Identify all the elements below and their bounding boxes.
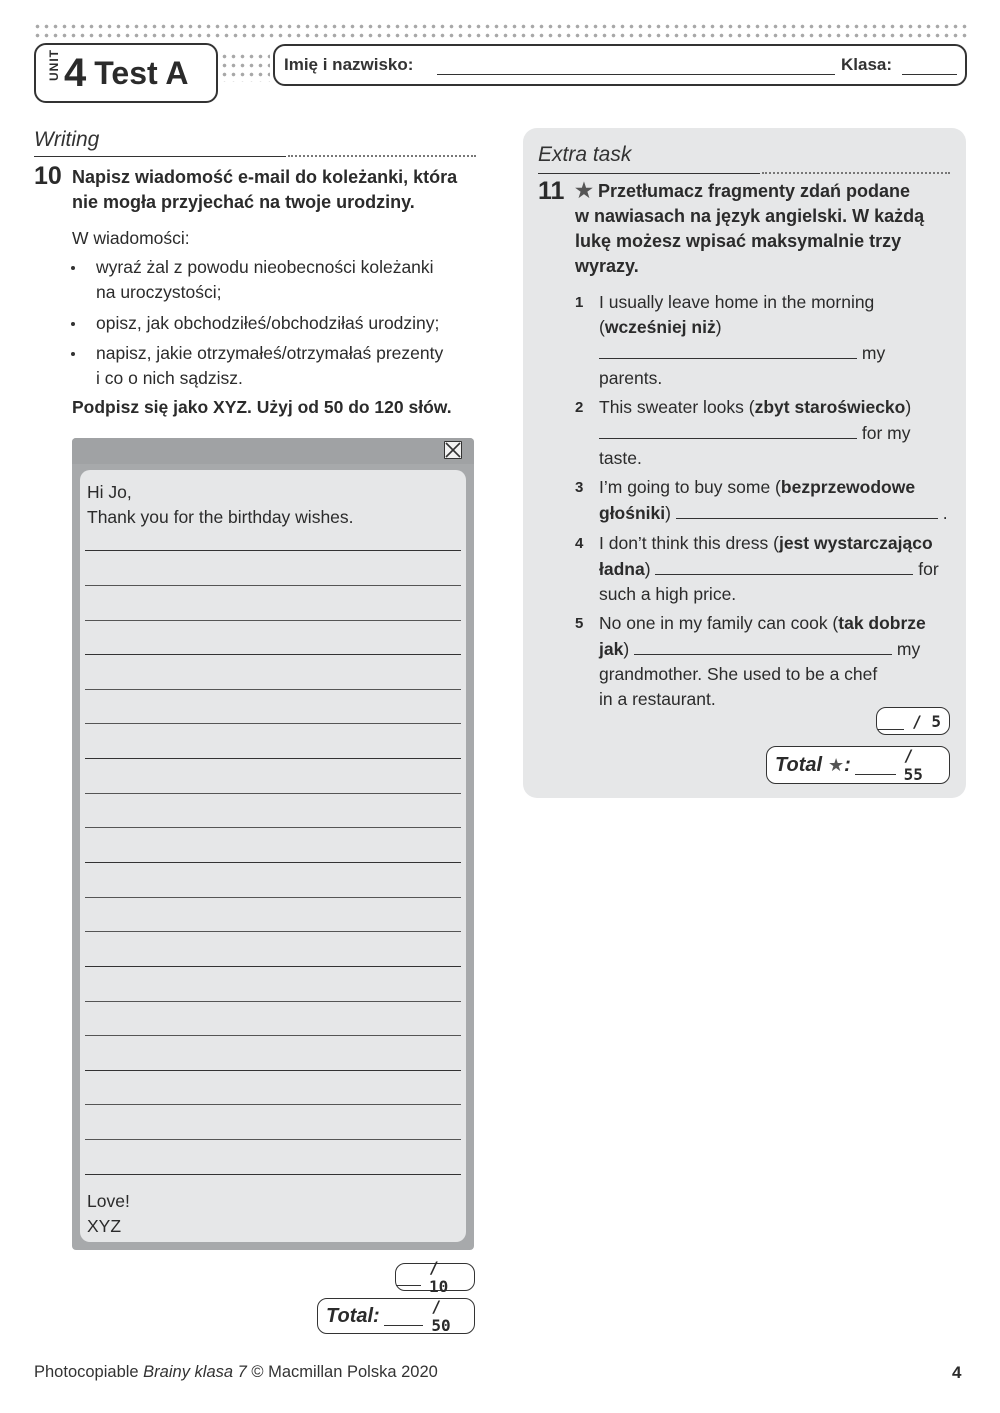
item-3-prompt-bold: bezprzewodowe	[780, 477, 916, 497]
item-2-prompt-bold: zbyt staroświecko	[754, 397, 906, 417]
task-10-score-box[interactable]	[395, 1258, 475, 1296]
item-2-lead: This sweater looks (	[599, 397, 755, 417]
bullet-1	[96, 255, 476, 305]
item-1-after: my	[861, 343, 886, 363]
item-5-number: 5	[575, 615, 584, 632]
class-label: Klasa:	[841, 55, 893, 74]
answer-line[interactable]	[85, 827, 461, 828]
item-2-gap[interactable]	[599, 420, 857, 439]
item-5-prompt-bold: tak dobrze	[838, 613, 926, 633]
item-5-prompt-bold-2: jak	[599, 639, 624, 659]
item-1-paren-open: (	[599, 317, 605, 337]
class-field[interactable]	[902, 74, 957, 75]
task-10-intro: W wiadomości:	[72, 228, 190, 248]
score-blank[interactable]	[396, 1269, 421, 1286]
extra-total-max: / 55	[903, 746, 923, 784]
task-11-score-box[interactable]	[876, 707, 950, 735]
answer-line[interactable]	[85, 723, 461, 724]
task-10-word-limit: Podpisz się jako XYZ. Użyj od 50 do 120 słów.	[72, 397, 452, 417]
item-3-paren-close: )	[665, 503, 671, 523]
star-icon: ★	[575, 180, 593, 202]
test-label: Test A	[94, 54, 189, 91]
item-2-paren-close: )	[905, 397, 912, 417]
item-4-lead: I don’t think this dress (	[599, 533, 779, 553]
extra-total-blank[interactable]	[855, 756, 896, 775]
item-3-text	[599, 475, 954, 500]
bullet-2	[96, 311, 476, 336]
page-number: 4	[952, 1363, 962, 1382]
answer-line[interactable]	[85, 1035, 461, 1036]
name-label: Imię i nazwisko:	[284, 55, 414, 74]
item-2-number: 2	[575, 399, 584, 416]
email-greeting: Hi Jo,	[87, 482, 132, 502]
writing-title-dotted-rule	[288, 155, 476, 157]
answer-line[interactable]	[85, 1139, 461, 1140]
unit-badge	[34, 43, 218, 103]
item-2-after: for my	[861, 423, 911, 443]
writing-total-box[interactable]	[317, 1298, 475, 1334]
answer-line[interactable]	[85, 793, 461, 794]
answer-line[interactable]	[85, 1174, 461, 1175]
answer-line[interactable]	[85, 931, 461, 932]
footer-copyright	[34, 1363, 438, 1382]
bullet-1-line-1: wyraź żal z powodu nieobecności koleżanki	[96, 257, 434, 277]
email-body	[80, 470, 466, 1242]
item-3-prompt-bold-2: głośniki	[599, 503, 666, 523]
task-10-instruction	[72, 165, 482, 215]
email-signature: XYZ	[87, 1216, 122, 1236]
item-4-tail: such a high price.	[599, 584, 737, 604]
bullet-3-line-2: i co o nich sądzisz.	[96, 368, 243, 388]
answer-line[interactable]	[85, 862, 461, 863]
item-2-tail: taste.	[599, 448, 642, 468]
header-dot-pattern	[33, 22, 967, 42]
item-5-text	[599, 611, 954, 636]
item-2-text	[599, 395, 954, 420]
item-3-gap-line	[599, 500, 954, 526]
item-4-gap-line	[599, 556, 954, 582]
extra-section-title: Extra task	[538, 143, 632, 166]
item-5	[599, 611, 954, 712]
bullet-2-line-1: opisz, jak obchodziłeś/obchodziłaś urodziny;	[96, 313, 440, 333]
bullet-3-line-1: napisz, jakie otrzymałeś/otrzymałaś prezenty	[96, 343, 444, 363]
item-1-paren-close: )	[715, 317, 722, 337]
item-4-gap[interactable]	[655, 556, 913, 575]
task-10-number: 10	[34, 162, 62, 190]
item-1-tail: parents.	[599, 368, 663, 388]
task-11-line-2: w nawiasach na język angielski. W każdą	[575, 206, 925, 226]
task-11-line-1-text: Przetłumacz fragmenty zdań podane	[597, 181, 911, 201]
item-3	[599, 475, 954, 526]
item-4-after: for	[918, 559, 939, 579]
email-titlebar	[72, 438, 474, 464]
item-5-gap[interactable]	[634, 636, 892, 655]
close-icon-glyph	[445, 442, 461, 458]
task-11-line-1	[575, 179, 955, 204]
footer-suffix: © Macmillan Polska 2020	[246, 1363, 438, 1381]
item-3-number: 3	[575, 479, 584, 496]
writing-title-underline	[34, 156, 286, 157]
item-5-tail-2: in a restaurant.	[599, 689, 716, 709]
item-5-paren-close: )	[623, 639, 630, 659]
answer-line[interactable]	[85, 620, 461, 621]
extra-total-box[interactable]	[766, 746, 950, 784]
student-info-box	[273, 44, 967, 86]
answer-line[interactable]	[85, 585, 461, 586]
writing-total-max: / 50	[431, 1297, 451, 1335]
writing-total-label: Total:	[326, 1304, 380, 1327]
extra-total-colon: :	[844, 753, 851, 776]
writing-total-blank[interactable]	[384, 1307, 424, 1326]
answer-line[interactable]	[85, 897, 461, 898]
task-10-line-1: Napisz wiadomość e-mail do koleżanki, która	[72, 167, 458, 187]
email-window	[72, 438, 474, 1250]
unit-word: UNIT	[47, 49, 61, 81]
bullet-3	[96, 341, 476, 391]
answer-line[interactable]	[85, 1001, 461, 1002]
task-10-line-2: nie mogła przyjechać na twoje urodziny.	[72, 192, 415, 212]
item-5-tail: grandmother. She used to be a chef	[599, 664, 878, 684]
item-3-after: .	[942, 503, 948, 523]
item-1-number: 1	[575, 294, 584, 311]
answer-line[interactable]	[85, 966, 461, 967]
writing-section-title: Writing	[34, 128, 100, 151]
item-1-prompt	[599, 315, 954, 340]
item-4-prompt-bold-2: ładna	[599, 559, 645, 579]
name-field[interactable]	[437, 74, 835, 75]
bullet-1-line-2: na uroczystości;	[96, 282, 222, 302]
item-4-prompt-bold: jest wystarczająco	[778, 533, 933, 553]
header-dot-pattern-middle	[220, 52, 270, 82]
extra-title-dotted-rule	[762, 172, 950, 174]
task-10-score-max: / 10	[428, 1258, 449, 1296]
item-4-text	[599, 531, 954, 556]
item-4	[599, 531, 954, 607]
email-first-line: Thank you for the birthday wishes.	[87, 507, 354, 527]
extra-total-label: Total	[775, 753, 823, 776]
task-11-line-4: wyrazy.	[575, 256, 639, 276]
answer-line[interactable]	[85, 550, 461, 551]
item-2-gap-line	[599, 420, 954, 446]
task-11-score-max: / 5	[912, 711, 941, 731]
item-1-gap-line	[599, 340, 954, 366]
task-11-number: 11	[538, 177, 565, 205]
item-4-number: 4	[575, 535, 584, 552]
email-closing: Love!	[87, 1191, 130, 1211]
task-11-instruction	[575, 179, 955, 279]
item-5-after: my	[896, 639, 921, 659]
answer-line[interactable]	[85, 654, 461, 655]
item-5-lead: No one in my family can cook (	[599, 613, 839, 633]
item-3-gap[interactable]	[676, 500, 938, 519]
footer-book-title: Brainy klasa 7	[143, 1363, 247, 1381]
item-4-paren-close: )	[644, 559, 651, 579]
extra-title-underline	[538, 173, 760, 174]
item-1-gap[interactable]	[599, 340, 857, 359]
score-blank[interactable]	[878, 713, 904, 730]
task-11-line-3: lukę możesz wpisać maksymalnie trzy	[575, 231, 902, 251]
total-star-icon: ★	[828, 754, 845, 775]
unit-number: 4	[64, 50, 87, 95]
answer-line[interactable]	[85, 758, 461, 759]
footer-prefix: Photocopiable	[34, 1363, 144, 1381]
answer-line[interactable]	[85, 689, 461, 690]
item-2	[599, 395, 954, 471]
answer-line[interactable]	[85, 1104, 461, 1105]
item-1-text: I usually leave home in the morning	[599, 292, 875, 312]
close-icon[interactable]	[444, 441, 462, 459]
item-1-prompt-bold: wcześniej niż	[604, 317, 716, 337]
item-1	[599, 290, 954, 391]
answer-line[interactable]	[85, 1070, 461, 1071]
item-3-lead: I’m going to buy some (	[599, 477, 781, 497]
item-5-gap-line	[599, 636, 954, 662]
